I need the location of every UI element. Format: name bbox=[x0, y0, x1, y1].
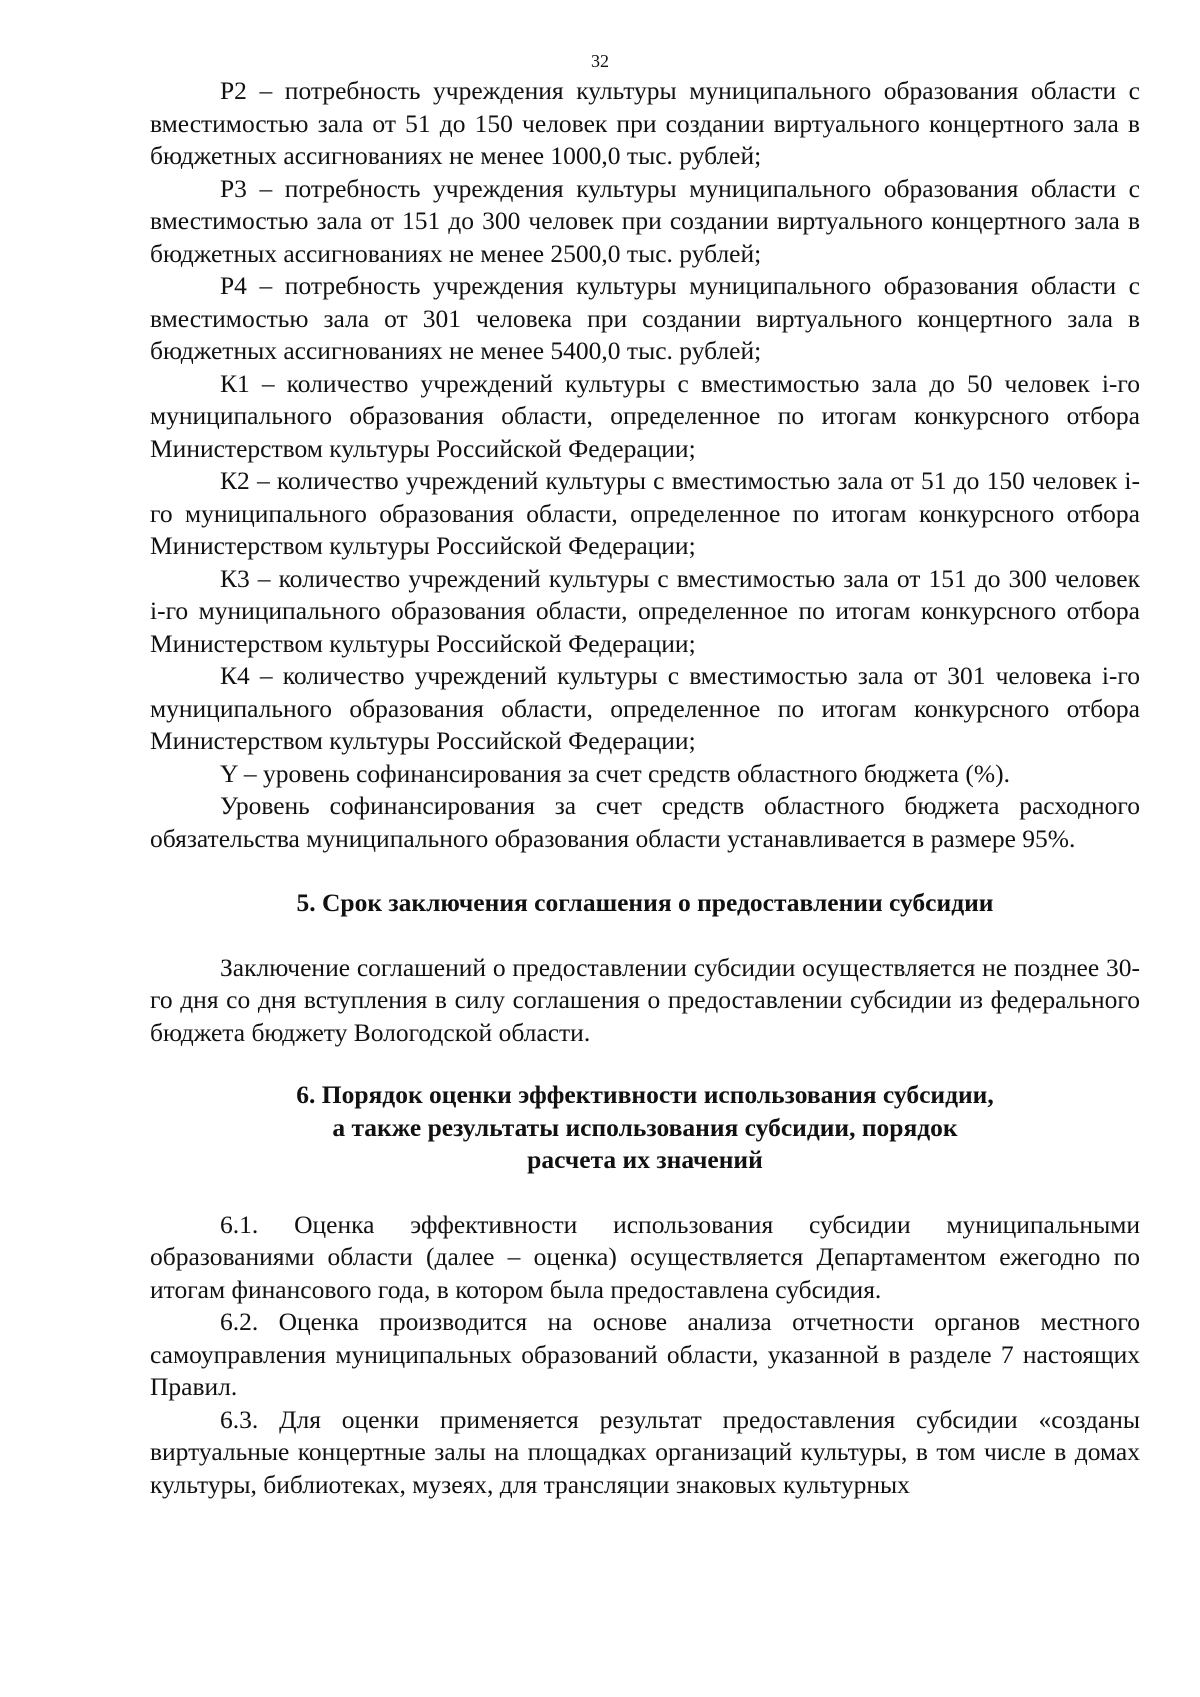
section-5-paragraph: Заключение соглашений о предоставлении субсидии осуществляется не позднее 30-го дня со дня вступления в силу соглашения о предоставлении субсидии из федерального бюджета бюджету Вологодской области. bbox=[150, 952, 1140, 1047]
page-number: 32 bbox=[591, 51, 609, 71]
section-5-heading: 5. Срок заключения соглашения о предоставлении субсидии bbox=[296, 888, 994, 917]
document-body bbox=[150, 75, 1140, 1501]
section-6-heading bbox=[150, 1079, 1140, 1177]
paragraph-6-1: 6.1. Оценка эффективности использования субсидии муниципальными образованиями области (далее – оценка) осуществляется Департаментом ежегодно по итогам финансового года, в котором была предоставлена субсидия. bbox=[150, 1209, 1140, 1304]
section-6-heading-line-3: расчета их значений bbox=[527, 1145, 763, 1174]
section-6-heading-line-1: 6. Порядок оценки эффективности использования субсидии, bbox=[296, 1080, 994, 1109]
paragraph-k2: К2 – количество учреждений культуры с вместимостью зала от 51 до 150 человек i-го муниципального образования области, определенное по итогам конкурсного отбора Министерством культуры Российской Федерации; bbox=[150, 466, 1140, 560]
paragraph-p3: Р3 – потребность учреждения культуры муниципального образования области с вместимостью зала от 151 до 300 человек при создании виртуального концертного зала в бюджетных ассигнованиях не менее 2500,0 тыс. рублей; bbox=[150, 173, 1140, 268]
section-6-heading-line-2: а также результаты использования субсидии, порядок bbox=[332, 1112, 958, 1142]
paragraph-k3: К3 – количество учреждений культуры с вместимостью зала от 151 до 300 человек i-го муниципального образования области, определенное по итогам конкурсного отбора Министерством культуры Российской Федерации; bbox=[150, 563, 1140, 658]
paragraph-cofinancing-level: Уровень софинансирования за счет средств областного бюджета расходного обязательства муниципального образования области устанавливается в размере 95%. bbox=[150, 791, 1140, 853]
paragraph-k1: К1 – количество учреждений культуры с вместимостью зала до 50 человек i-го муниципального образования области, определенное по итогам конкурсного отбора Министерством культуры Российской Федерации; bbox=[150, 368, 1140, 463]
paragraph-6-2: 6.2. Оценка производится на основе анализа отчетности органов местного самоуправления муниципальных образований области, указанной в разделе 7 настоящих Правил. bbox=[150, 1307, 1140, 1401]
paragraph-k4: К4 – количество учреждений культуры с вместимостью зала от 301 человека i-го муниципального образования области, определенное по итогам конкурсного отбора Министерством культуры Российской Федерации; bbox=[150, 661, 1140, 755]
paragraph-p2: Р2 – потребность учреждения культуры муниципального образования области с вместимостью зала от 51 до 150 человек при создании виртуального концертного зала в бюджетных ассигнованиях не менее 1000,0 тыс. рублей; bbox=[150, 76, 1140, 170]
paragraph-p4: Р4 – потребность учреждения культуры муниципального образования области с вместимостью зала от 301 человека при создании виртуального концертного зала в бюджетных ассигнованиях не менее 5400,0 тыс. рублей; bbox=[150, 271, 1140, 365]
paragraph-y: Y – уровень софинансирования за счет средств областного бюджета (%). bbox=[220, 758, 1010, 788]
paragraph-6-3: 6.3. Для оценки применяется результат предоставления субсидии «созданы виртуальные концертные залы на площадках организаций культуры, в том числе в домах культуры, библиотеках, музеях, для трансляции знаковых культурных bbox=[150, 1404, 1140, 1499]
